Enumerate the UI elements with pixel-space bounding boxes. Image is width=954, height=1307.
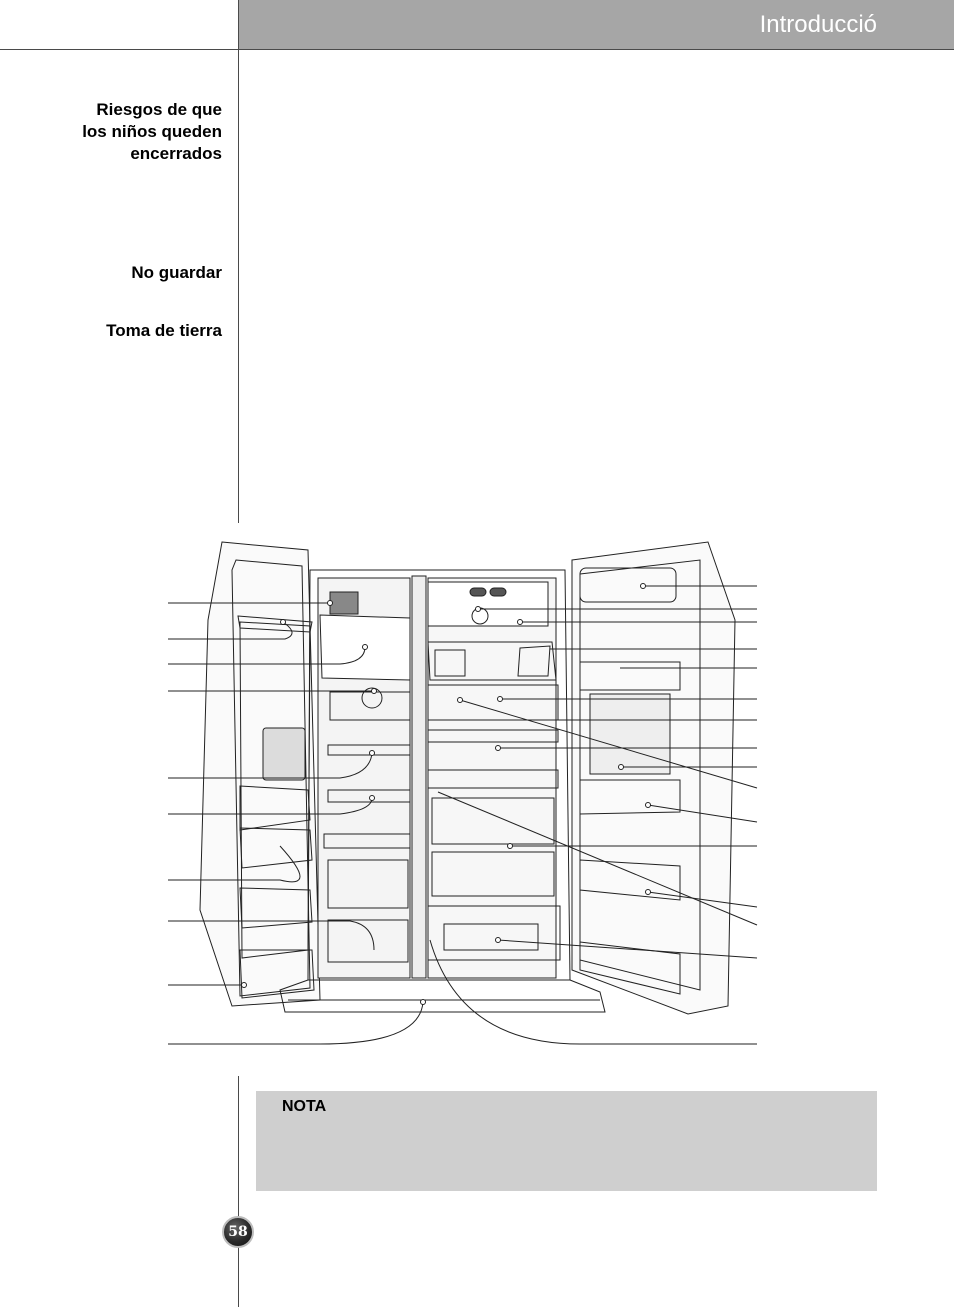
page-number-badge: 58 [222, 1216, 254, 1248]
heading-do-not-store: No guardar [131, 263, 222, 282]
header-rule [0, 49, 954, 50]
note-box [256, 1091, 877, 1191]
note-label: NOTA [282, 1098, 327, 1115]
margin-rule-bottom [238, 1076, 239, 1307]
refrigerator-diagram [160, 530, 770, 1060]
heading-child-entrapment: Riesgos de que los niños queden encerrados [82, 100, 222, 163]
heading-grounding: Toma de tierra [106, 321, 222, 340]
margin-rule-top [238, 0, 239, 523]
header-bar [238, 0, 954, 50]
page-title: Introducció [759, 11, 877, 38]
